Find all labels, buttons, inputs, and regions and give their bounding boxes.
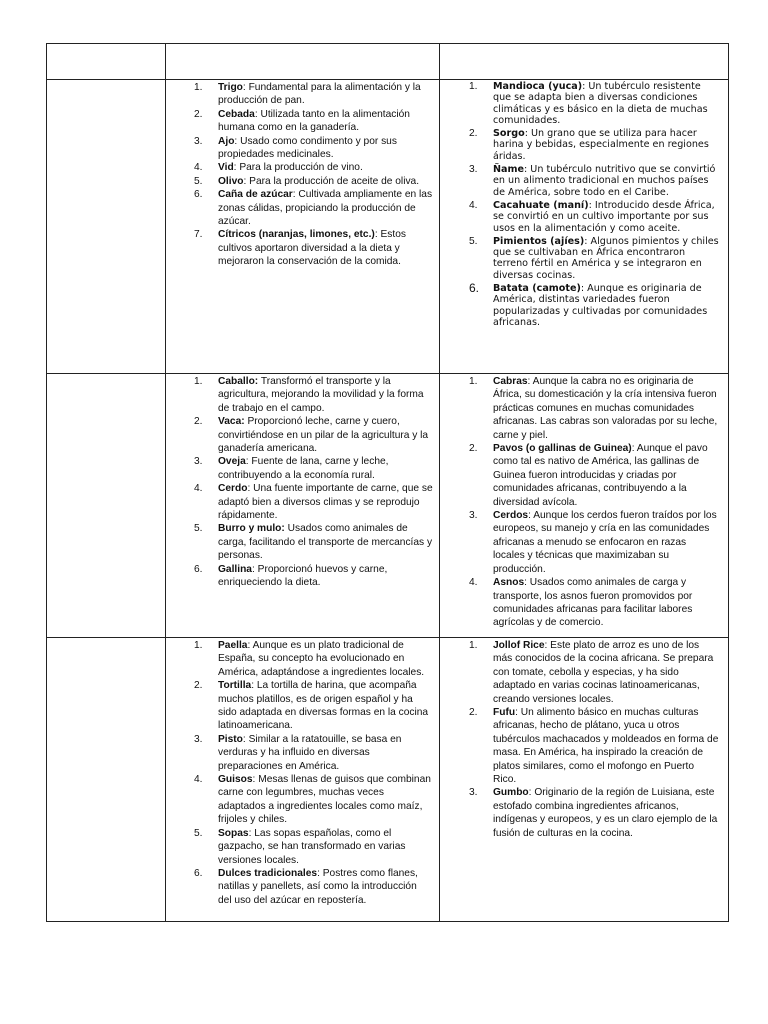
list-item — [469, 128, 720, 162]
list-item-term: Ñame — [493, 164, 525, 176]
list-item-number: 5. — [194, 827, 203, 839]
list-item-description: : Las sopas españolas, como el gazpacho, se han transformado en varias versiones locales. — [218, 827, 406, 866]
list-item-description: : Cultivada ampliamente en las zonas cálidas, propiciando la producción de azúcar. — [218, 189, 433, 228]
list-item-description: : Utilizada tanto en la alimentación humana como en la ganadería. — [218, 108, 410, 134]
list-item-description: : Aunque es un plato tradicional de España, su concepto ha evolucionado en América, adaptándose a ingredientes locales. — [218, 640, 425, 678]
list-item-number: 6. — [194, 563, 203, 575]
list-item-term: Mandioca (yuca) — [493, 81, 583, 92]
list-item-number: 1. — [469, 81, 478, 92]
list-item-description: : Similar a la ratatouille, se basa en verduras y ha influido en diversas preparaciones en América. — [218, 733, 402, 772]
list-item-description: : Aunque el pavo como tal es nativo de América, las gallinas de Guinea fueron introducidas y criadas por comunidades africanas, contribuyendo a la diversidad avícola. — [493, 443, 708, 508]
african-crops-cell — [440, 80, 729, 374]
dishes-row — [47, 638, 729, 922]
list-item-term: Batata (camote) — [493, 283, 581, 295]
african-animals-list — [440, 374, 728, 630]
list-item-term: Tortilla — [218, 680, 252, 692]
list-item-term: Dulces tradicionales — [218, 867, 318, 879]
list-item-description: : Postres como flanes, natillas y panellets, así como la introducción del uso del azúcar en repostería. — [218, 867, 418, 906]
list-item-number: 2. — [194, 108, 203, 120]
list-item-number: 2. — [469, 707, 478, 719]
list-item-description: Usados como animales de carga, facilitando el transporte de mercancías y personas. — [218, 523, 433, 562]
list-item — [194, 108, 433, 135]
list-item-number: 3. — [194, 456, 203, 468]
header-cell-empty-2 — [166, 44, 440, 80]
list-item-description: : Un tubérculo resistente que se adapta bien a diversas condiciones climáticas y es básico en la dieta de muchas comunidades. — [493, 81, 708, 126]
list-item-number: 1. — [194, 376, 203, 387]
list-item — [194, 455, 433, 482]
list-item-term: Caña de azúcar — [218, 189, 293, 201]
list-item-description: Proporcionó leche, carne y cuero, convirtiéndose en un pilar de la agricultura y la ganadería americana. — [218, 416, 429, 455]
list-item-number: 5. — [194, 175, 203, 187]
european-crops-list — [166, 80, 439, 269]
list-item-term: Caballo: — [218, 376, 259, 387]
list-item-number: 7. — [194, 229, 203, 241]
european-animals-cell — [166, 374, 440, 638]
list-item — [194, 827, 433, 867]
list-item — [194, 415, 433, 455]
list-item-term: Pisto — [218, 733, 243, 745]
list-item-number: 6. — [469, 281, 480, 296]
list-item-term: Sopas — [218, 827, 249, 839]
list-item — [194, 175, 433, 188]
list-item — [194, 482, 433, 522]
list-item-description: : Proporcionó huevos y carne, enriqueciendo la dieta. — [218, 563, 388, 589]
list-item — [194, 188, 433, 228]
list-item — [469, 706, 720, 786]
list-item-term: Trigo — [218, 82, 243, 93]
crops-row — [47, 80, 729, 374]
list-item — [469, 442, 720, 509]
list-item — [469, 375, 720, 442]
list-item-number: 2. — [469, 443, 478, 455]
list-item — [469, 509, 720, 576]
list-item-description: : Un tubérculo nutritivo que se convirtió en un alimento tradicional en muchos países de América, sobre todo en el Caribe. — [493, 164, 716, 198]
list-item-description: : Introducido desde África, se convirtió en un cultivo importante por sus usos en la alimentación y como aceite. — [493, 199, 715, 234]
list-item-number: 6. — [194, 867, 203, 879]
list-item-term: Ajo — [218, 135, 235, 147]
list-item-number: 4. — [469, 577, 478, 589]
list-item — [469, 786, 720, 840]
list-item — [194, 228, 433, 268]
list-item — [194, 522, 433, 562]
list-item-description: : Originario de la región de Luisiana, este estofado combina ingredientes africanos, indígenas y europeos, y es un claro ejemplo de la fusión de culturas en la cocina. — [493, 787, 718, 839]
list-item — [469, 199, 720, 234]
list-item-term: Cabras — [493, 376, 528, 387]
animals-row — [47, 374, 729, 638]
list-item-number: 3. — [194, 733, 203, 745]
list-item-number: 3. — [194, 135, 203, 147]
list-item-number: 1. — [469, 376, 478, 387]
list-item — [194, 867, 433, 907]
list-item-number: 1. — [194, 640, 203, 651]
list-item — [194, 679, 433, 733]
list-item-description: Transformó el transporte y la agricultura, mejorando la movilidad y la forma de trabajo en el campo. — [218, 376, 424, 414]
list-item-number: 4. — [194, 774, 203, 786]
list-item-description: : Aunque es originaria de América, distintas variedades fueron popularizadas y cultivadas por comunidades africanas. — [493, 283, 708, 328]
list-item-description: : Para la producción de aceite de oliva. — [243, 175, 420, 187]
european-crops-cell — [166, 80, 440, 374]
list-item-description: : Mesas llenas de guisos que combinan carne con legumbres, muchas veces adaptados a ingredientes locales como maíz, frijoles y chiles. — [218, 774, 431, 826]
list-item — [194, 639, 433, 679]
list-item-number: 3. — [469, 787, 478, 799]
list-item — [194, 135, 433, 162]
list-item-description: : Una fuente importante de carne, que se adaptó bien a diversos climas y se reprodujo rápidamente. — [218, 483, 433, 522]
list-item-description: : La tortilla de harina, que acompaña muchos platillos, es de origen español y ha sido adaptada en diversas formas en la cocina latinoamericana. — [218, 680, 429, 732]
list-item-description: : Fundamental para la alimentación y la producción de pan. — [218, 82, 421, 107]
list-item-number: 4. — [194, 162, 203, 174]
list-item-number: 3. — [469, 164, 478, 176]
list-item-term: Burro y mulo: — [218, 523, 285, 535]
list-item-description: : Usados como animales de carga y transporte, los asnos fueron promovidos por comunidades africanas para facilitar labores agrícolas y de comercio. — [493, 577, 693, 629]
list-item-term: Guisos — [218, 774, 253, 786]
list-item-description: : Algunos pimientos y chiles que se cultivaban en África encontraron terreno fértil en América y se integraron en diversas cocinas. — [493, 235, 719, 281]
list-item-description: : Este plato de arroz es uno de los más conocidos de la cocina africana. Se prepara con tomate, cebolla y especias, y ha sido adaptado en varias cocinas latinoamericanas, creando versiones locales. — [493, 640, 714, 705]
african-dishes-list — [440, 638, 728, 840]
list-item-term: Fufu — [493, 707, 516, 719]
european-animals-list — [166, 374, 439, 590]
header-cell-empty-1 — [47, 44, 166, 80]
list-item-term: Asnos — [493, 577, 525, 589]
list-item-number: 2. — [194, 680, 203, 692]
list-item — [469, 639, 720, 706]
list-item-term: Cerdos — [493, 510, 529, 522]
african-crops-list — [440, 80, 728, 328]
header-cell-empty-3 — [440, 44, 729, 80]
list-item-number: 3. — [469, 510, 478, 522]
list-item-term: Pimientos (ajíes) — [493, 235, 585, 247]
list-item — [194, 733, 433, 773]
african-animals-cell — [440, 374, 729, 638]
list-item — [469, 281, 720, 328]
list-item-number: 4. — [469, 199, 478, 211]
european-dishes-list — [166, 638, 439, 907]
header-row — [47, 44, 729, 80]
list-item-number: 4. — [194, 483, 203, 495]
list-item-number: 6. — [194, 189, 203, 201]
list-item — [469, 164, 720, 198]
list-item-term: Pavos (o gallinas de Guinea) — [493, 443, 632, 455]
list-item — [194, 161, 433, 174]
european-dishes-cell — [166, 638, 440, 922]
african-dishes-cell — [440, 638, 729, 922]
list-item-term: Jollof Rice — [493, 640, 545, 651]
row-label-cell-dishes — [47, 638, 166, 922]
list-item-number: 5. — [194, 523, 203, 535]
list-item-term: Vid — [218, 162, 234, 174]
list-item-number: 2. — [194, 416, 203, 428]
list-item-term: Cebada — [218, 108, 255, 120]
list-item-number: 5. — [469, 235, 478, 247]
list-item — [194, 773, 433, 827]
list-item-description: : Aunque la cabra no es originaria de África, su domesticación y la cría intensiva fueron prácticas comunes en muchas comunidades africanas. Las cabras son valoradas por su leche, carne y piel. — [493, 376, 718, 441]
list-item-term: Paella — [218, 640, 248, 651]
comparison-table — [46, 43, 729, 922]
row-label-cell-crops — [47, 80, 166, 374]
list-item-description: : Un grano que se utiliza para hacer harina y bebidas, especialmente en regiones áridas. — [493, 128, 709, 162]
list-item-term: Vaca: — [218, 416, 245, 428]
list-item-term: Sorgo — [493, 128, 525, 140]
list-item-number: 2. — [469, 128, 478, 140]
list-item-term: Gumbo — [493, 787, 529, 799]
list-item-description: : Usado como condimento y por sus propiedades medicinales. — [218, 135, 397, 161]
list-item — [469, 576, 720, 630]
list-item — [194, 563, 433, 590]
list-item — [194, 81, 433, 108]
list-item-number: 1. — [194, 82, 203, 93]
list-item — [469, 235, 720, 281]
row-label-cell-animals — [47, 374, 166, 638]
list-item-term: Olivo — [218, 175, 244, 187]
list-item-description: : Aunque los cerdos fueron traídos por los europeos, su manejo y cría en las comunidades africanas a menudo se enfocaron en razas locales y técnicas que maximizaban su producción. — [493, 510, 717, 575]
list-item-term: Gallina — [218, 563, 252, 575]
list-item-term: Oveja — [218, 456, 246, 468]
list-item-number: 1. — [469, 640, 478, 651]
list-item-term: Cerdo — [218, 483, 248, 495]
list-item-description: : Para la producción de vino. — [233, 162, 363, 174]
list-item — [469, 81, 720, 126]
list-item-description: : Un alimento básico en muchas culturas africanas, hecho de plátano, yuca u otros tubérculos machacados y moldeados en forma de masa. En América, ha inspirado la creación de platos similares, como el mofongo en Puerto Rico. — [493, 707, 719, 786]
list-item-term: Cítricos (naranjas, limones, etc.) — [218, 229, 375, 241]
list-item-term: Cacahuate (maní) — [493, 199, 589, 211]
list-item-description: : Fuente de lana, carne y leche, contribuyendo a la economía rural. — [218, 456, 389, 481]
list-item-description: : Estos cultivos aportaron diversidad a la dieta y mejoraron la conservación de la comida. — [218, 229, 406, 268]
list-item — [194, 375, 433, 415]
